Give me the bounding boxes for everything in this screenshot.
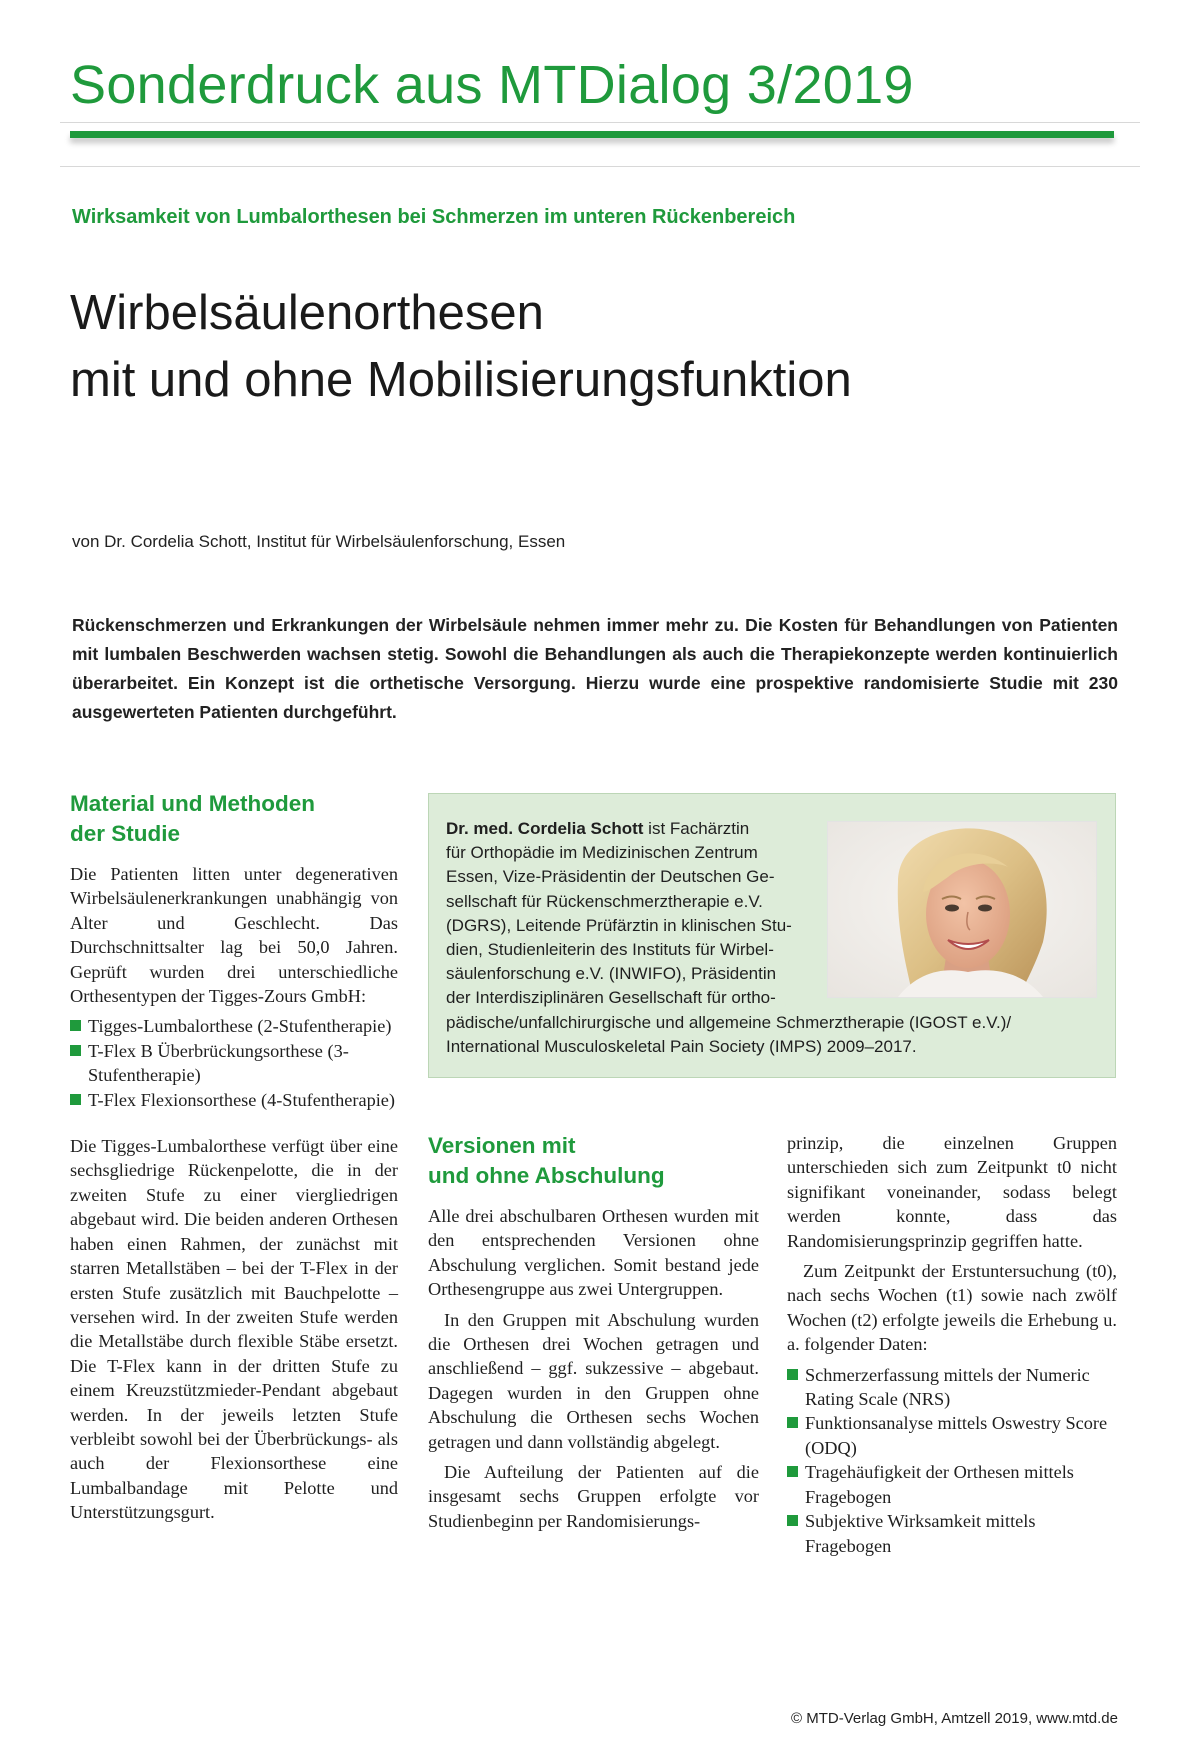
list-item [787, 1509, 1117, 1558]
heading-line-2: und ohne Abschulung [428, 1163, 665, 1188]
bio-line: für Orthopädie im Medizinischen Zentrum [446, 843, 758, 863]
green-square-bullet-icon [787, 1466, 798, 1477]
green-square-bullet-icon [70, 1045, 81, 1056]
header-rule-thin-top [60, 122, 1140, 123]
author-bio-text [446, 817, 1096, 1059]
header-rule-thin-bottom [60, 166, 1140, 167]
paragraph: Die Tigges-Lumbalorthese verfügt über eine sechsgliedrige Rückenpelotte, die in der zweiten Stufe zu einer viergliedrigen abgebaut wird. Die beiden anderen Orthesen haben einen Rahmen, der zunächst mit starren Metallstäben – bei der T-Flex in der ersten Stufe zusätzlich mit Bauchpelotte – versehen wird. In der zweiten Stufe werden die Metallstäbe durch flexible Stäbe ersetzt. Die T-Flex kann in der dritten Stufe zu einem Kreuzstützmieder-Pendant abgebaut werden. In der jeweils letzten Stufe verbleibt sowohl bei der Überbrückungs- als auch der Flexionsorthese eine Lumbalbandage mit Pelotte und Unterstützungsgurt. [70, 1136, 398, 1523]
bio-line: (DGRS), Leitende Prüfärztin in klinischen Stu- [446, 915, 792, 935]
header-rule-green [70, 131, 1114, 138]
paragraph: Alle drei abschulbaren Orthesen wurden mit den entsprechenden Versionen ohne Abschulung verglichen. Somit bestand jede Orthesengruppe aus zwei Untergruppen. [428, 1206, 759, 1300]
list-item-text: T-Flex Flexionsorthese (4-Stufentherapie) [88, 1089, 395, 1110]
bio-line: pädische/unfallchirurgische und allgemeine Schmerztherapie (IGOST e.V.)/ [446, 1012, 1012, 1032]
list-item [70, 1039, 398, 1088]
heading-line-1: Versionen mit [428, 1133, 576, 1158]
paragraph: prinzip, die einzelnen Gruppen unterschieden sich zum Zeitpunkt t0 nicht signifikant voneinander, sodass belegt werden konnte, dass das Randomisierungsprinzip gegriffen hatte. [787, 1133, 1117, 1251]
column-1 [70, 789, 398, 1531]
bio-line: sellschaft für Rückenschmerztherapie e.V. [446, 891, 763, 911]
green-square-bullet-icon [787, 1417, 798, 1428]
masthead-title: Sonderdruck aus MTDialog 3/2019 [70, 55, 914, 115]
bio-line: International Musculoskeletal Pain Society (IMPS) 2009–2017. [446, 1036, 917, 1056]
lead-paragraph: Rückenschmerzen und Erkrankungen der Wirbelsäule nehmen immer mehr zu. Die Kosten für Behandlungen von Patienten mit lumbalen Beschwerden wachsen stetig. Sowohl die Behandlungen als auch die Therapiekonzepte werden kontinuierlich überarbeitet. Ein Konzept ist die orthetische Versorgung. Hierzu wurde eine prospektive randomisierte Studie mit 230 ausgewerteten Patienten durchgeführt. [72, 615, 1118, 722]
list-item-text: Funktionsanalyse mittels Oswestry Score (ODQ) [805, 1413, 1108, 1458]
green-square-bullet-icon [787, 1369, 798, 1380]
list-item [787, 1363, 1117, 1412]
list-item-text: Subjektive Wirksamkeit mittels Fragebogen [805, 1511, 1036, 1556]
headline-line-2: mit und ohne Mobilisierungsfunktion [70, 353, 852, 407]
list-item-text: Schmerzerfassung mittels der Numeric Rating Scale (NRS) [805, 1364, 1090, 1410]
copyright-notice: © MTD-Verlag GmbH, Amtzell 2019, www.mtd.de [791, 1710, 1118, 1727]
paragraph: Die Patienten litten unter degenerativen Wirbelsäulenerkrankungen unabhängig von Alter und Geschlecht. Das Durchschnittsalter lag bei 50,0 Jahren. Geprüft wurden drei unterschiedliche Orthesentypen der Tigges-Zours GmbH: [70, 864, 398, 1007]
author-name: Dr. med. Cordelia Schott [446, 819, 644, 838]
bio-line: säulenforschung e.V. (INWIFO), Präsidentin [446, 964, 777, 984]
article-headline [70, 280, 852, 414]
headline-line-1: Wirbelsäulenorthesen [70, 286, 544, 340]
column-2 [428, 1131, 759, 1539]
list-item [70, 1014, 398, 1038]
column-3 [787, 1131, 1117, 1580]
green-square-bullet-icon [70, 1020, 81, 1031]
author-bio-box [428, 793, 1116, 1078]
bullet-list-data [787, 1363, 1117, 1558]
list-item [70, 1088, 398, 1112]
bio-line: ist Fachärztin [643, 819, 750, 838]
list-item [787, 1411, 1117, 1460]
article-byline: von Dr. Cordelia Schott, Institut für Wirbelsäulenforschung, Essen [72, 532, 566, 551]
article-kicker: Wirksamkeit von Lumbalorthesen bei Schmerzen im unteren Rückenbereich [72, 206, 796, 228]
paragraph: In den Gruppen mit Abschulung wurden die Orthesen drei Wochen getragen und anschließend – ggf. sukzessive – abgebaut. Dagegen wurden in den Gruppen ohne Abschulung die Orthesen sechs Wochen getragen und dann vollständig abgelegt. [428, 1309, 759, 1452]
bullet-list-orthoses [70, 1014, 398, 1112]
list-item [787, 1460, 1117, 1509]
section-heading-material [70, 789, 398, 849]
bio-line: dien, Studienleiterin des Instituts für Wirbel- [446, 940, 774, 960]
paragraph: Die Aufteilung der Patienten auf die insgesamt sechs Gruppen erfolgte vor Studienbeginn per Randomisierungs- [428, 1462, 759, 1531]
list-item-text: Tigges-Lumbalorthese (2-Stufentherapie) [88, 1016, 392, 1037]
paragraph: Zum Zeitpunkt der Erstuntersuchung (t0), nach sechs Wochen (t1) sowie nach zwölf Wochen (t2) erfolgte jeweils die Erhebung u. a. folgender Daten: [787, 1261, 1117, 1355]
heading-line-1: Material und Methoden [70, 791, 316, 816]
heading-line-2: der Studie [70, 821, 181, 846]
article-lead [72, 611, 1118, 727]
list-item-text: T-Flex B Überbrückungsorthese (3-Stufentherapie) [88, 1040, 349, 1086]
bio-line: der Interdisziplinären Gesellschaft für ortho- [446, 988, 776, 1008]
section-heading-versionen [428, 1131, 759, 1191]
list-item-text: Tragehäufigkeit der Orthesen mittels Fragebogen [805, 1462, 1074, 1507]
bio-line: Essen, Vize-Präsidentin der Deutschen Ge- [446, 867, 775, 887]
green-square-bullet-icon [787, 1515, 798, 1526]
green-square-bullet-icon [70, 1094, 81, 1105]
